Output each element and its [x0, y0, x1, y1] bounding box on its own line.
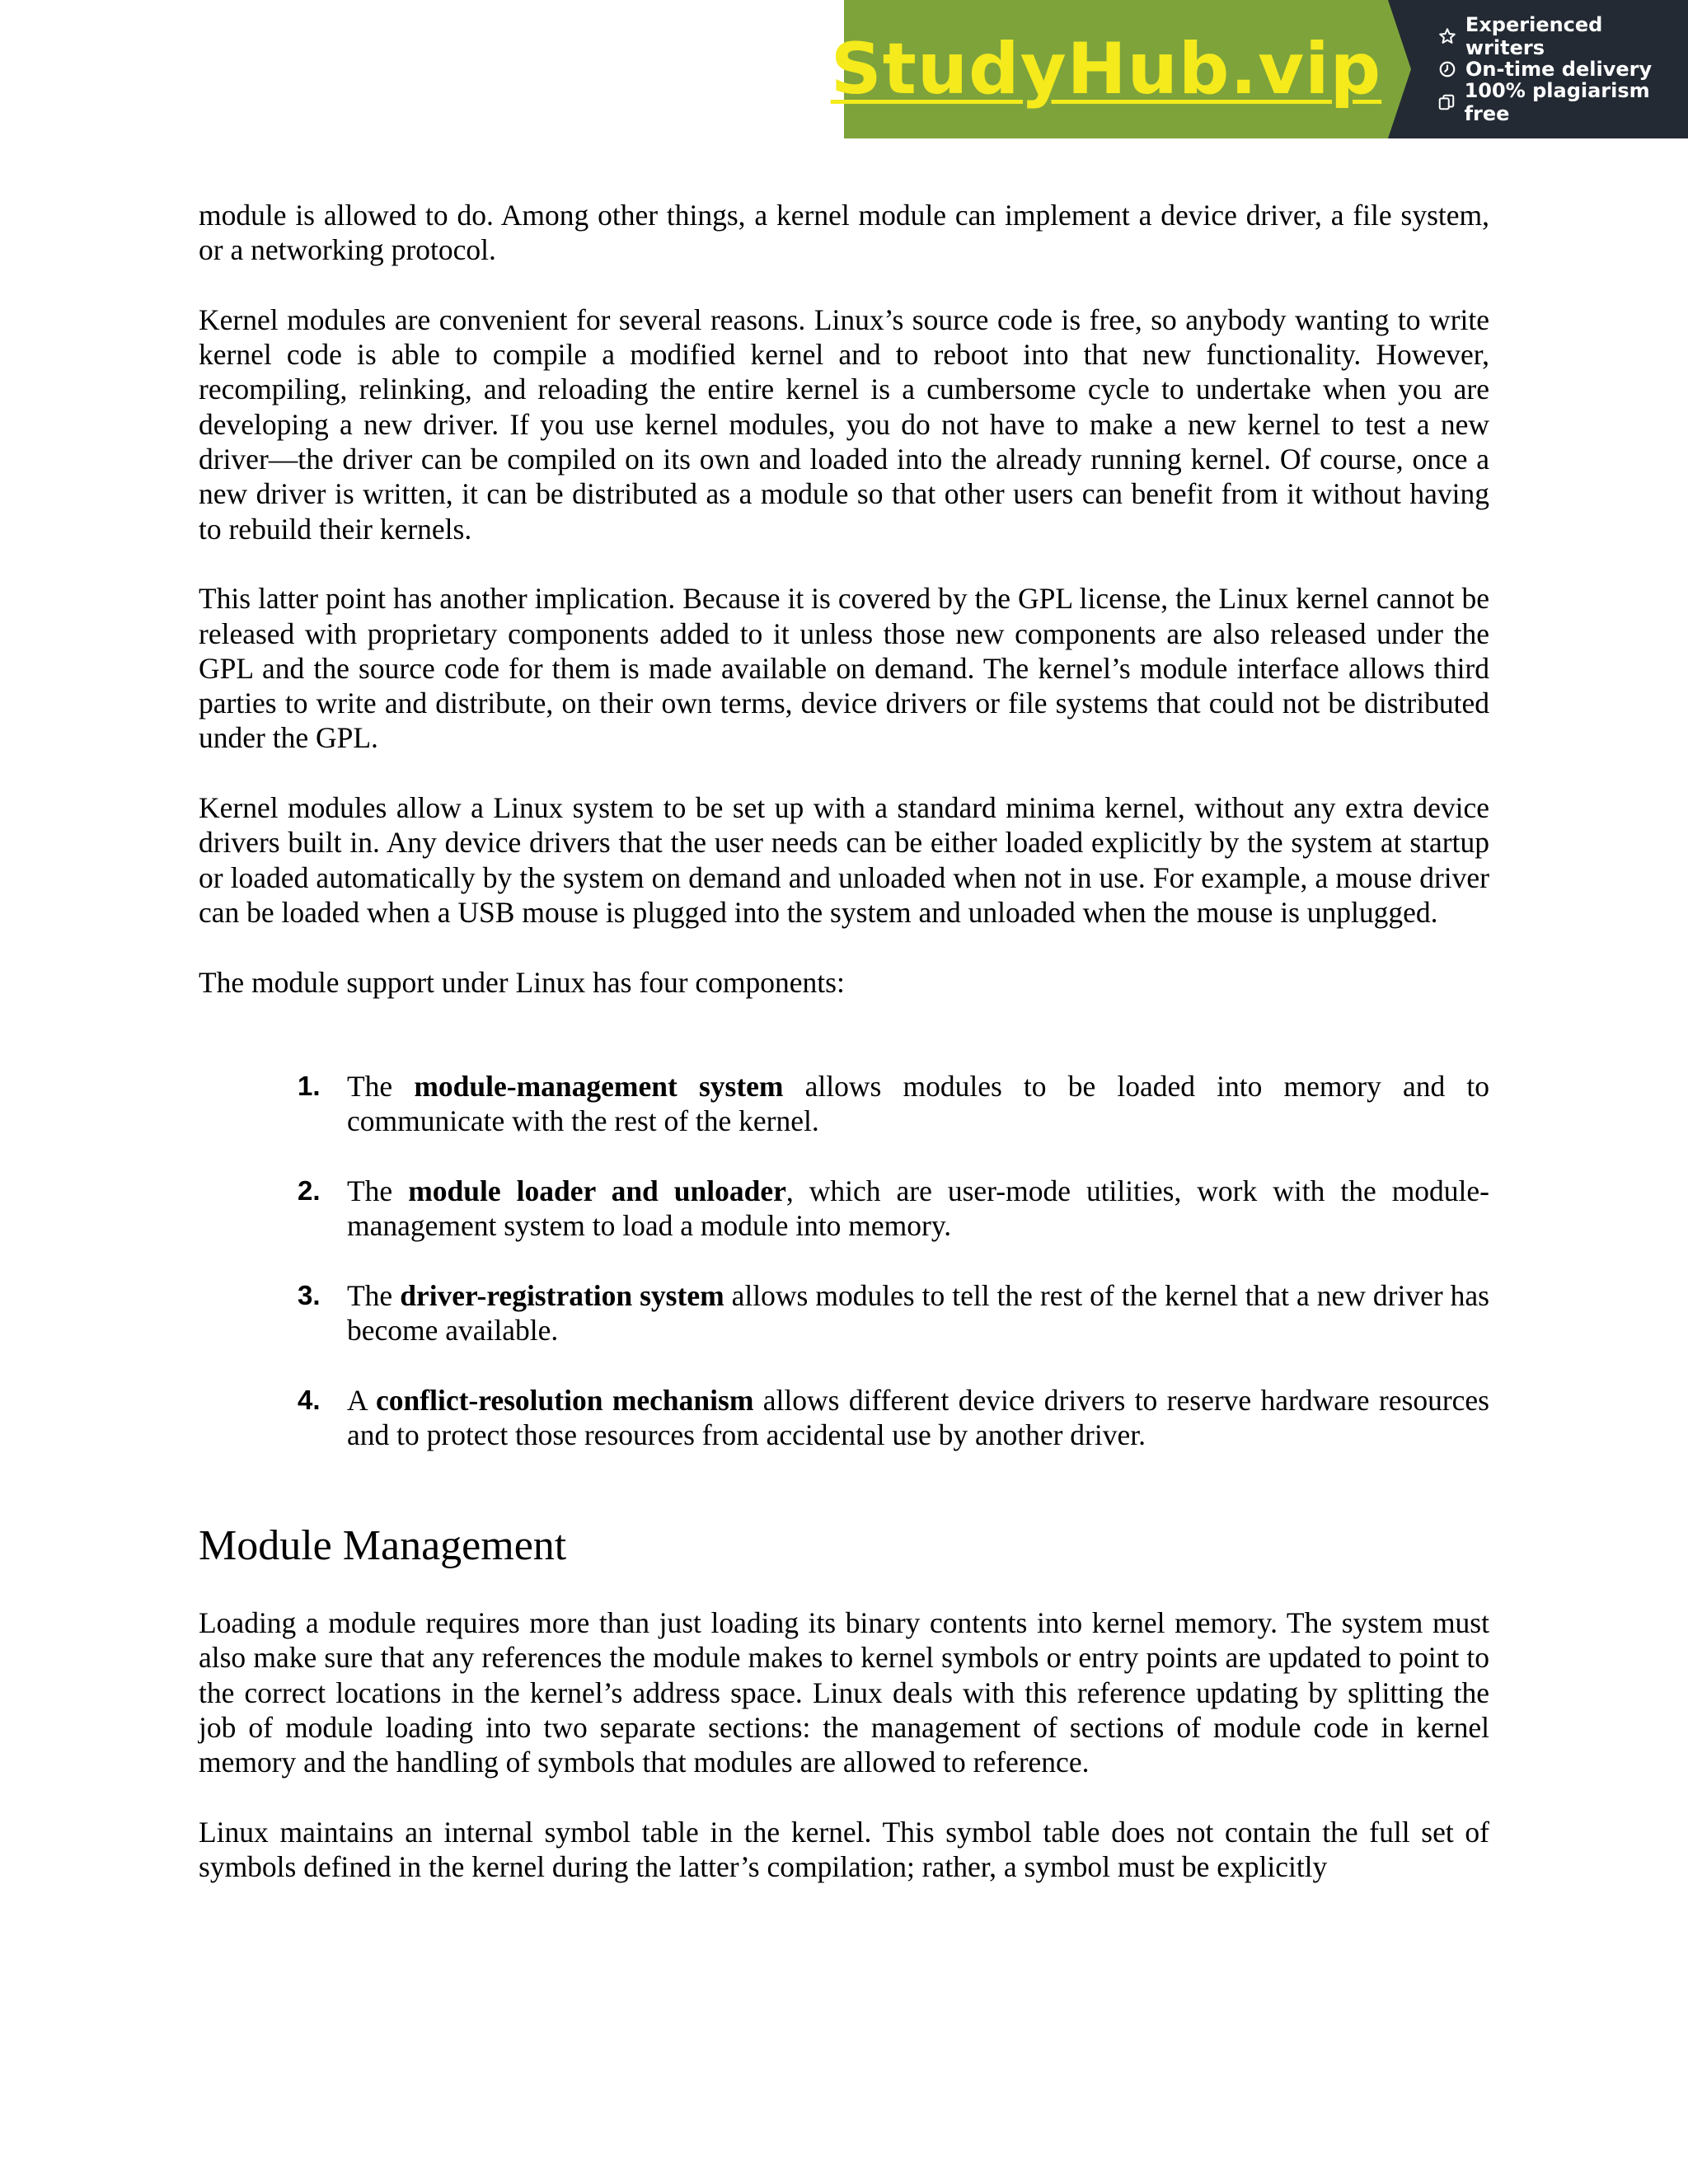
- brand-logo[interactable]: StudyHub.vip: [830, 28, 1382, 110]
- list-text: allows modules to be loaded into memory and to communicate with the rest of the kernel.: [347, 1069, 1489, 1138]
- feature-label: On-time delivery: [1465, 58, 1653, 81]
- components-list: [199, 1069, 1489, 1452]
- paragraph: Kernel modules are convenient for several reasons. Linux’s source code is free, so anybody wanting to write kernel code is able to compile a modified kernel and to reboot into that new functionality. However, recompiling, relinking, and reloading the entire kernel is a cumbersome cycle to undertake when you are developing a new driver. If you use kernel modules, you do not have to make a new kernel to test a new driver—the driver can be compiled on its own and loaded into the already running kernel. Of course, once a new driver is written, it can be distributed as a module so that other users can benefit from it without having to rebuild their kernels.: [199, 302, 1489, 546]
- list-number: 3.: [298, 1279, 321, 1310]
- clock-icon: [1437, 59, 1457, 79]
- list-text: The: [347, 1278, 401, 1312]
- list-term: conflict-resolution mechanism: [376, 1383, 754, 1417]
- paragraph: Linux maintains an internal symbol table in the kernel. This symbol table does not contain the full set of symbols defined in the kernel during the latter’s compilation; rather, a symbol must be explicitly: [199, 1815, 1489, 1884]
- list-number: 1.: [298, 1070, 321, 1101]
- studyhub-banner[interactable]: [830, 0, 1688, 138]
- list-intro: The module support under Linux has four components:: [199, 965, 845, 999]
- paragraph: This latter point has another implication. Because it is covered by the GPL license, the Linux kernel cannot be released with proprietary components added to it unless those new components are also released under the GPL and the source code for them is made available on demand. The kernel’s module interface allows third parties to write and distribute, on their own terms, device drivers or file systems that could not be distributed under the GPL.: [199, 582, 1489, 755]
- list-term: driver-registration system: [400, 1278, 724, 1312]
- document-body: [199, 198, 1489, 1919]
- copy-icon: [1437, 92, 1456, 112]
- list-number: 4.: [298, 1384, 321, 1415]
- list-term: module-management system: [414, 1069, 784, 1103]
- list-text: , which are user-mode utilities, work with the module-management system to load a module into memory.: [347, 1174, 1490, 1243]
- list-item: [199, 1069, 1489, 1139]
- list-number: 2.: [298, 1174, 321, 1206]
- paragraph: module is allowed to do. Among other things, a kernel module can implement a device driver, a file system, or a networking protocol.: [199, 199, 1489, 267]
- feature-item: [1437, 13, 1688, 59]
- list-term: module loader and unloader: [408, 1174, 786, 1207]
- features-panel: [1388, 0, 1688, 138]
- list-text: The: [347, 1174, 409, 1207]
- feature-item: [1437, 79, 1688, 125]
- list-text: allows different device drivers to reserve hardware resources and to protect those resources from accidental use by another driver.: [347, 1383, 1489, 1451]
- feature-label: Experienced writers: [1465, 13, 1603, 59]
- feature-label: 100% plagiarism free: [1464, 79, 1650, 125]
- list-item: [199, 1383, 1489, 1453]
- paragraph: Kernel modules allow a Linux system to be set up with a standard minima kernel, without any extra device drivers built in. Any device drivers that the user needs can be either loaded explicitly by the system at startup or loaded automatically by the system on demand and unloaded when not in use. For example, a mouse driver can be loaded when a USB mouse is plugged into the system and unloaded when the mouse is unplugged.: [199, 791, 1489, 929]
- list-text: The: [347, 1069, 415, 1103]
- list-text: allows modules to tell the rest of the kernel that a new driver has become available.: [347, 1278, 1489, 1347]
- list-text: A: [347, 1383, 377, 1417]
- brand-panel: [830, 0, 1388, 138]
- paragraph: Loading a module requires more than just loading its binary contents into kernel memory. The system must also make sure that any references the module makes to kernel symbols or entry points are updated to point to the correct locations in the kernel’s address space. Linux deals with this reference updating by splitting the job of module loading into two separate sections: the management of sections of module code in kernel memory and the handling of symbols that modules are allowed to reference.: [199, 1606, 1489, 1779]
- list-item: [199, 1174, 1489, 1244]
- star-icon: [1437, 26, 1457, 46]
- section-heading: Module Management: [199, 1522, 567, 1570]
- list-item: [199, 1278, 1489, 1348]
